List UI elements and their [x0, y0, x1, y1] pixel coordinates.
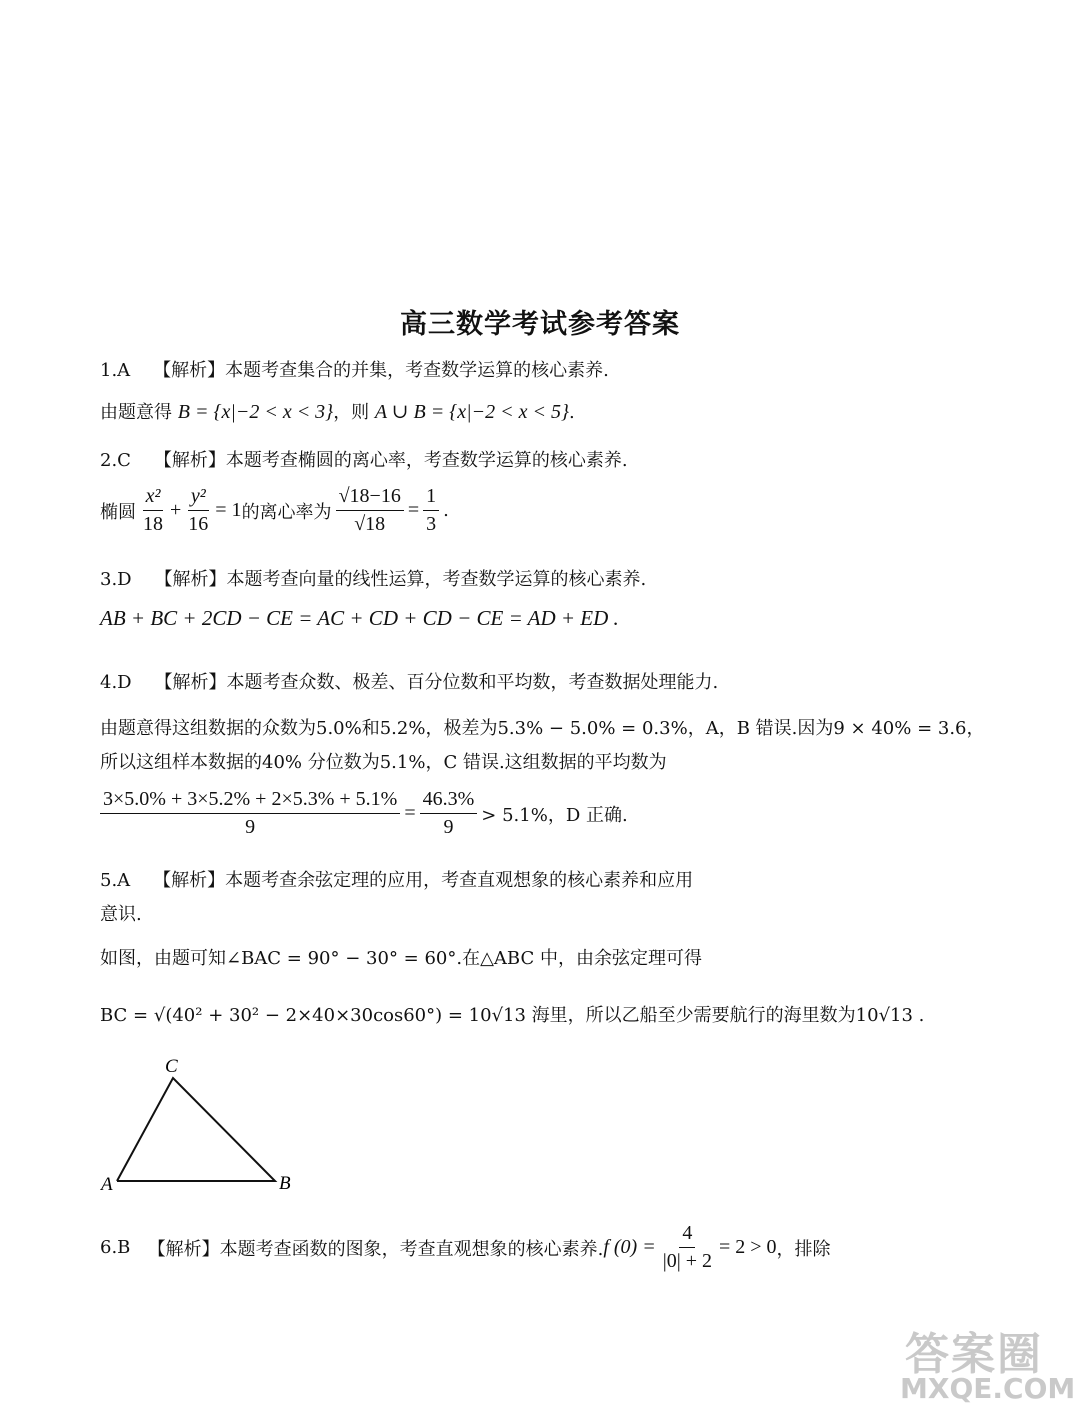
q2-frac-y — [185, 485, 211, 536]
triangle-figure — [95, 1050, 310, 1195]
q2-heading — [100, 446, 628, 472]
q4-equals: = — [404, 802, 416, 824]
q1-number: 1.A — [100, 360, 131, 381]
q2-sol-text2: 的离心率为 — [241, 501, 332, 523]
q1-sol-math2: A ∪ B = {x|−2 < x < 5} — [374, 401, 569, 423]
vertex-c-label: C — [165, 1056, 178, 1077]
q1-sol-text1: 由题意得 — [100, 402, 172, 423]
q3-desc: 本题考查向量的线性运算，考查数学运算的核心素养. — [226, 569, 647, 590]
q2-frac-result-den: 3 — [426, 513, 437, 535]
q6-desc: 本题考查函数的图象，考查直观想象的核心素养. — [219, 1238, 604, 1260]
q6-f-lhs: f (0) = — [603, 1236, 656, 1258]
q1-tag: 【解析】 — [153, 360, 226, 381]
q4-frac-result — [420, 788, 478, 839]
q2-frac-e-den: √18 — [354, 513, 386, 535]
q5-desc2: 意识. — [100, 904, 142, 925]
q2-solution — [100, 485, 449, 536]
watermark-logo: 答案圈 — [905, 1329, 1043, 1380]
q6-frac-num: 4 — [679, 1222, 695, 1248]
q3-solution — [100, 606, 619, 631]
q2-frac-e — [336, 485, 404, 536]
q2-frac-x-num: x² — [143, 485, 164, 511]
q5-line2: BC = √(40² + 30² − 2×40×30cos60°) = 10√13 海里，所以乙船至少需要航行的海里数为10√13 . — [100, 1005, 925, 1026]
q2-frac-y-num: y² — [188, 485, 209, 511]
vertex-b-label: B — [279, 1173, 291, 1194]
q1-heading — [100, 356, 609, 382]
q5-tag: 【解析】 — [153, 870, 226, 891]
q2-sol-end: . — [443, 500, 449, 521]
q6-frac — [660, 1222, 715, 1273]
q4-frac-sum-num: 3×5.0% + 3×5.2% + 2×5.3% + 5.1% — [100, 788, 400, 814]
q6-frac-den: |0| + 2 — [662, 1250, 712, 1272]
q4-tail: > 5.1%，D 正确. — [481, 804, 628, 826]
q2-equals: = — [407, 499, 420, 521]
q3-heading — [100, 565, 646, 591]
q1-solution — [100, 398, 575, 424]
page-title: 高三数学考试参考答案 — [400, 309, 680, 340]
q4-frac-sum-den: 9 — [245, 816, 256, 838]
q5-line1: 如图，由题可知∠BAC = 90° − 30° = 60°.在△ABC 中，由余弦定理可得 — [100, 948, 702, 969]
q6-tag: 【解析】 — [147, 1238, 220, 1260]
q2-number: 2.C — [100, 450, 131, 471]
q2-frac-e-num: √18−16 — [336, 485, 404, 511]
q1-sol-text2: ，则 — [333, 402, 370, 423]
vertex-a-label: A — [101, 1174, 113, 1195]
q2-plus: + — [170, 499, 182, 521]
q2-frac-x — [140, 485, 166, 536]
q6-number: 6.B — [100, 1237, 131, 1258]
watermark-url: MXQE.COM — [900, 1372, 1076, 1405]
q1-sol-math1: B = {x|−2 < x < 3} — [177, 401, 334, 423]
q2-desc: 本题考查椭圆的离心率，考查数学运算的核心素养. — [225, 450, 628, 471]
q2-frac-result-num: 1 — [423, 485, 439, 511]
q4-frac-result-num: 46.3% — [420, 788, 478, 814]
q4-line1: 由题意得这组数据的众数为5.0%和5.2%，极差为5.3% − 5.0% = 0.3%，A，B 错误.因为9 × 40% = 3.6， — [100, 718, 985, 739]
q2-frac-result — [423, 485, 439, 536]
q6-line — [100, 1222, 831, 1273]
q4-frac-sum — [100, 788, 400, 839]
q5-heading — [100, 866, 693, 892]
q6-tail: ，排除 — [776, 1238, 831, 1260]
q1-sol-end: . — [568, 402, 575, 423]
q5-number: 5.A — [100, 870, 131, 891]
q2-eq1: = 1 — [215, 499, 242, 521]
q4-desc: 本题考查众数、极差、百分位数和平均数，考查数据处理能力. — [226, 672, 719, 693]
q4-heading — [100, 668, 718, 694]
q3-tag: 【解析】 — [154, 569, 227, 590]
q4-tag: 【解析】 — [154, 672, 227, 693]
q4-average — [96, 788, 628, 839]
q4-frac-result-den: 9 — [443, 816, 454, 838]
q2-sol-text1: 椭圆 — [100, 501, 136, 523]
q4-line2: 所以这组样本数据的40% 分位数为5.1%，C 错误.这组数据的平均数为 — [100, 752, 667, 773]
q4-number: 4.D — [100, 672, 132, 693]
q5-desc: 本题考查余弦定理的应用，考查直观想象的核心素养和应用 — [225, 870, 694, 891]
q1-desc: 本题考查集合的并集，考查数学运算的核心素养. — [225, 360, 609, 381]
q3-vector-equation: AB + BC + 2CD − CE = AC + CD + CD − CE = AD + ED . — [100, 606, 619, 630]
q2-tag: 【解析】 — [153, 450, 226, 471]
triangle-abc — [117, 1078, 275, 1181]
q2-frac-y-den: 16 — [188, 513, 209, 535]
q2-frac-x-den: 18 — [143, 513, 163, 535]
q6-f-rhs: = 2 > 0 — [718, 1236, 777, 1258]
q3-number: 3.D — [100, 569, 132, 590]
